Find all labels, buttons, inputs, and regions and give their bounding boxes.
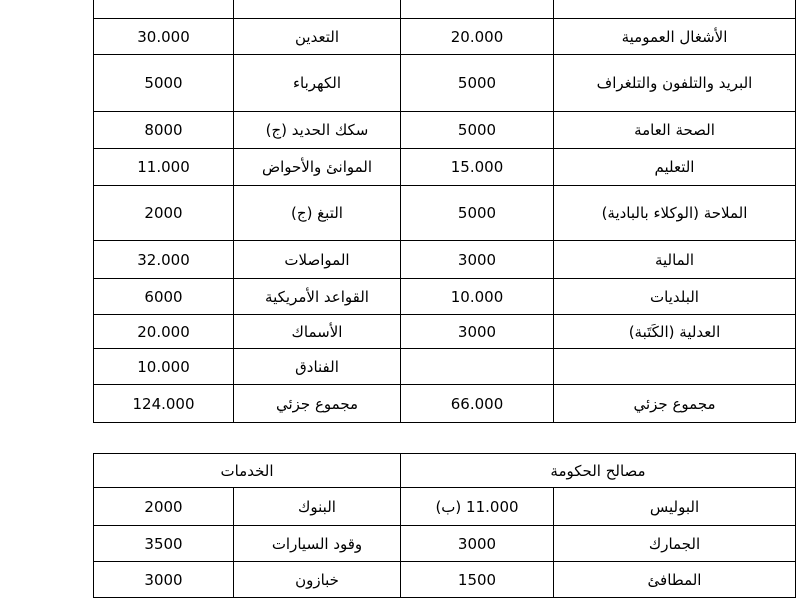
- cell-label-services: الكهرباء: [234, 55, 401, 112]
- cell-label-services: القواعد الأمريكية: [234, 279, 401, 315]
- cell-value-services: [94, 0, 234, 19]
- table-row: [94, 55, 796, 112]
- cell-label-services: المواصلات: [234, 241, 401, 279]
- cell-value-government: 5000: [401, 55, 554, 112]
- cell-label-government: [554, 349, 796, 385]
- table-header-row: [94, 454, 796, 488]
- employment-table-top: [93, 0, 796, 423]
- cell-value-government: 11.000 (ب): [401, 488, 554, 526]
- cell-value-services: 3000: [94, 562, 234, 598]
- cell-label-services: التبغ (ج): [234, 186, 401, 241]
- table-row: [94, 279, 796, 315]
- table-row: [94, 112, 796, 149]
- cell-label-services: التعدين: [234, 19, 401, 55]
- cell-value-services: 32.000: [94, 241, 234, 279]
- cell-label-government: الأشغال العمومية: [554, 19, 796, 55]
- cell-value-government: 5000: [401, 112, 554, 149]
- subtotal-value-government: 66.000: [401, 385, 554, 423]
- cell-label-government: البوليس: [554, 488, 796, 526]
- header-government: مصالح الحكومة: [401, 454, 796, 488]
- cell-label-government: البلديات: [554, 279, 796, 315]
- table-row: [94, 349, 796, 385]
- employment-table-bottom: [93, 453, 796, 598]
- cell-label-services: الفنادق: [234, 349, 401, 385]
- subtotal-label-services: مجموع جزئي: [234, 385, 401, 423]
- cell-value-services: 5000: [94, 55, 234, 112]
- table-row: [94, 19, 796, 55]
- cell-label-government: المالية: [554, 241, 796, 279]
- cell-value-government: [401, 0, 554, 19]
- subtotal-label-government: مجموع جزئي: [554, 385, 796, 423]
- cell-label-services: وقود السيارات: [234, 526, 401, 562]
- cell-value-services: 3500: [94, 526, 234, 562]
- table-row: [94, 149, 796, 186]
- cell-label-services: البنوك: [234, 488, 401, 526]
- table-row: [94, 186, 796, 241]
- cell-value-government: 10.000: [401, 279, 554, 315]
- cell-value-government: 3000: [401, 526, 554, 562]
- cell-value-services: 30.000: [94, 19, 234, 55]
- cell-label-government: [554, 0, 796, 19]
- cell-value-government: [401, 349, 554, 385]
- cell-label-government: التعليم: [554, 149, 796, 186]
- table-row: [94, 315, 796, 349]
- table-row: [94, 241, 796, 279]
- cell-label-government: البريد والتلفون والتلغراف: [554, 55, 796, 112]
- cell-value-services: 2000: [94, 186, 234, 241]
- cell-value-government: 20.000: [401, 19, 554, 55]
- cell-label-services: خبازون: [234, 562, 401, 598]
- table-row: [94, 562, 796, 598]
- header-services: الخدمات: [94, 454, 401, 488]
- cell-label-government: الجمارك: [554, 526, 796, 562]
- subtotal-row: [94, 385, 796, 423]
- cell-value-services: 11.000: [94, 149, 234, 186]
- cell-label-services: سكك الحديد (ج): [234, 112, 401, 149]
- table-row: [94, 0, 796, 19]
- cell-label-services: الأسماك: [234, 315, 401, 349]
- cell-label-services: [234, 0, 401, 19]
- cell-value-government: 5000: [401, 186, 554, 241]
- cell-value-government: 15.000: [401, 149, 554, 186]
- cell-value-services: 6000: [94, 279, 234, 315]
- subtotal-value-services: 124.000: [94, 385, 234, 423]
- cell-value-services: 2000: [94, 488, 234, 526]
- table-row: [94, 488, 796, 526]
- cell-value-services: 10.000: [94, 349, 234, 385]
- cell-value-services: 20.000: [94, 315, 234, 349]
- table-row: [94, 526, 796, 562]
- cell-label-government: الملاحة (الوكلاء بالبادية): [554, 186, 796, 241]
- cell-value-government: 3000: [401, 241, 554, 279]
- cell-label-government: المطافئ: [554, 562, 796, 598]
- cell-value-government: 3000: [401, 315, 554, 349]
- cell-value-government: 1500: [401, 562, 554, 598]
- cell-label-services: الموانئ والأحواض: [234, 149, 401, 186]
- cell-value-services: 8000: [94, 112, 234, 149]
- cell-label-government: الصحة العامة: [554, 112, 796, 149]
- cell-label-government: العدلية (الكَتَبة): [554, 315, 796, 349]
